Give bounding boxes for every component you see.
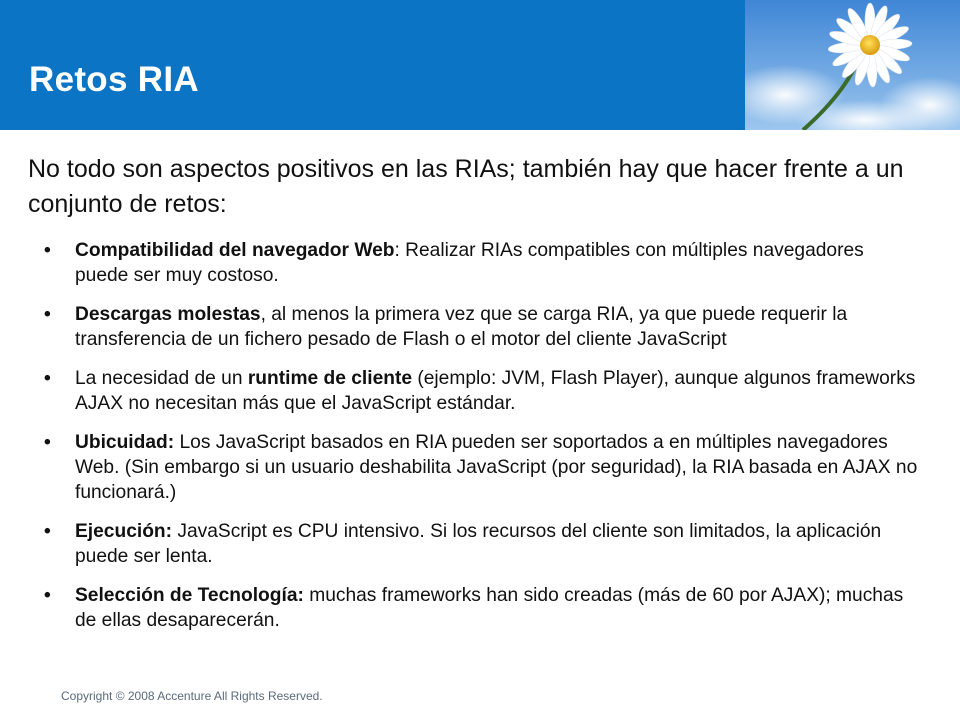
list-item — [40, 519, 920, 569]
bullet-text: : Realizar RIAs compatibles con múltiples navegadores puede ser muy costoso. — [75, 240, 864, 286]
slide-header — [0, 0, 960, 130]
bullet-text: Los JavaScript basados en RIA pueden ser soportados a en múltiples navegadores Web. (Sin embargo si un usuario deshabilita JavaScript (por seguridad), la RIA basada en AJAX no funcionará.) — [75, 432, 918, 503]
slide-title: Retos RIA — [29, 60, 199, 99]
bullet-text: , al menos la primera vez que se carga RIA, ya que puede requerir la transferencia de un fichero pesado de Flash o el motor del cliente JavaScript — [75, 304, 848, 350]
list-item — [40, 366, 920, 416]
list-item — [40, 430, 920, 505]
bullet-icon: • — [44, 432, 51, 453]
daisy-photo — [745, 0, 960, 130]
bullet-lead-text: La necesidad de un — [75, 368, 248, 389]
bullet-icon: • — [44, 585, 51, 606]
bullet-heading: Compatibilidad del navegador Web — [75, 240, 395, 261]
bullet-text: muchas frameworks han sido creadas (más de 60 por AJAX); muchas de ellas desaparecerán. — [75, 585, 904, 631]
intro-text: No todo son aspectos positivos en las RIAs; también hay que hacer frente a un conjunto de retos: — [28, 155, 904, 218]
list-item — [40, 583, 920, 633]
bullet-icon: • — [44, 304, 51, 325]
bullet-text: JavaScript es CPU intensivo. Si los recursos del cliente son limitados, la aplicación puede ser lenta. — [75, 521, 882, 567]
list-item — [40, 238, 920, 288]
bullet-heading: runtime de cliente — [247, 368, 413, 389]
challenges-list — [40, 238, 920, 647]
bullet-icon: • — [44, 240, 51, 261]
bullet-text: (ejemplo: JVM, Flash Player), aunque algunos frameworks AJAX no necesitan más que el JavaScript estándar. — [75, 368, 916, 414]
bullet-heading: Ejecución: — [75, 521, 173, 542]
bullet-heading: Selección de Tecnología: — [75, 585, 304, 606]
bullet-icon: • — [44, 521, 51, 542]
copyright-footer: Copyright © 2008 Accenture All Rights Reserved. — [61, 689, 323, 703]
list-item — [40, 302, 920, 352]
bullet-heading: Descargas molestas — [75, 304, 261, 325]
bullet-icon: • — [44, 368, 51, 389]
bullet-heading: Ubicuidad: — [75, 432, 175, 453]
